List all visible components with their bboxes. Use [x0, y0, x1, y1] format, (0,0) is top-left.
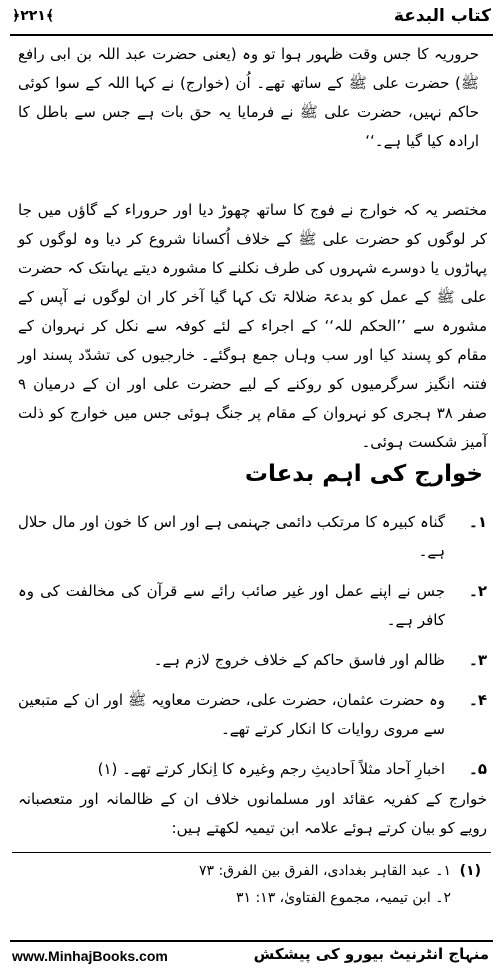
- list-item-text: گناہ کبیرہ کا مرتکب دائمی جہنمی ہے اور اس کا خون اور مال حلال ہے۔: [18, 513, 445, 560]
- footnote-text: ۲۔ ابن تیمیہ، مجموع الفتاویٰ، ۱۳: ۳۱: [235, 890, 451, 906]
- footnote-marker: (۱): [459, 863, 481, 879]
- list-item: [18, 577, 487, 635]
- list-item-number: ۴۔: [469, 691, 487, 709]
- list-item-number: ۲۔: [469, 582, 487, 600]
- list-item-number: ۳۔: [469, 651, 487, 669]
- list-item: [18, 646, 487, 675]
- list-item-text: ظالم اور فاسق حاکم کے خلاف خروج لازم ہے۔: [153, 651, 445, 669]
- footnote-row: [40, 885, 481, 912]
- paragraph-khawarij-summary: مختصر یہ کہ خوارج نے فوج کا ساتھ چھوڑ دیا اور حروراء کے گاؤں میں جا کر لوگوں کو حضرت علی ﷺ کے خلاف اُکسانا شروع کر دیا وہ لوگوں کو پہاڑوں یا دوسرے شہروں کی طرف نکلنے کا مشورہ دیتے یہاںتک کہ حضرت علی ﷺ کے عمل کو بدعۃ ضلالۃ تک کہا گیا آخر کار ان لوگوں نے آپس کے مشورہ سے ’’الحکم للہ‘‘ کے اجراء کے لئے کوفہ سے نکل کر نہروان کے مقام کو پسند کیا اور سب وہاں جمع ہوگئے۔ خارجیوں کی تشدّد پسند اور فتنہ انگیز سرگرمیوں کو روکنے کے لیے حضرت علی اور ان کے درمیان ۹ صفر ۳۸ ہجری کو نہروان کے مقام پر جنگ ہوئی جس میں خوارج کو ذلت آمیز شکست ہوئی۔: [18, 201, 487, 451]
- book-title: كتاب البدعة: [393, 6, 491, 26]
- list-item: [18, 686, 487, 744]
- list-item-text: جس نے اپنے عمل اور غیر صائب رائے سے قرآن کی مخالفت کی وہ کافر ہے۔: [18, 582, 445, 629]
- page-number: ﴿۲۲۱﴾: [12, 8, 55, 24]
- footer-rule: [10, 940, 493, 942]
- list-item-text: اخبارِ آحاد مثلاً اَحادیثِ رجم وغیرہ کا اِنکار کرتے تھے۔ (۱): [97, 760, 445, 778]
- footnote-text: ۱۔ عبد القاہر بغدادی، الفرق بین الفرق: ۷۳: [198, 863, 451, 879]
- paragraph-ibn-taymiyya-intro: خوارج کے کفریہ عقائد اور مسلمانوں خلاف ان کے ظالمانہ اور متعصبانہ رویے کو بیان کرتے ہوئے علامہ ابن تیمیہ لکھتے ہیں:: [18, 790, 487, 837]
- list-item-text: وہ حضرت عثمان، حضرت علی، حضرت معاویہ ﷺ اور ان کے متبعین سے مروی روایات کا انکار کرتے تھے۔: [18, 691, 445, 738]
- footer-publisher: منہاج انٹرنیٹ بیورو کی پیشکش: [253, 945, 489, 963]
- footnote-row: [40, 858, 481, 885]
- list-item: [18, 508, 487, 566]
- footer-website-link[interactable]: www.MinhajBooks.com: [12, 948, 168, 964]
- footnote-rule: [12, 852, 491, 853]
- section-heading: خوارج کی اہم بدعات: [244, 461, 483, 487]
- header-rule: [10, 34, 493, 36]
- list-item-number: ۱۔: [469, 513, 487, 531]
- quote-paragraph: حروریہ کا جس وقت ظہور ہوا تو وہ (یعنی حضرت عبد اللہ بن ابی رافع ﷺ) حضرت علی ﷺ کے ساتھ تھے۔ اُن (خوارج) نے کہا اللہ کے سوا کوئی حاکم نہیں، حضرت علی ﷺ نے فرمایا یہ حق بات ہے جس سے باطل کا ارادہ کیا گیا ہے۔‘‘: [18, 45, 479, 150]
- list-item: [18, 755, 487, 784]
- footnotes: [40, 858, 481, 912]
- list-item-number: ۵۔: [469, 760, 487, 778]
- bidat-list: [18, 508, 487, 784]
- page-header: [12, 4, 491, 34]
